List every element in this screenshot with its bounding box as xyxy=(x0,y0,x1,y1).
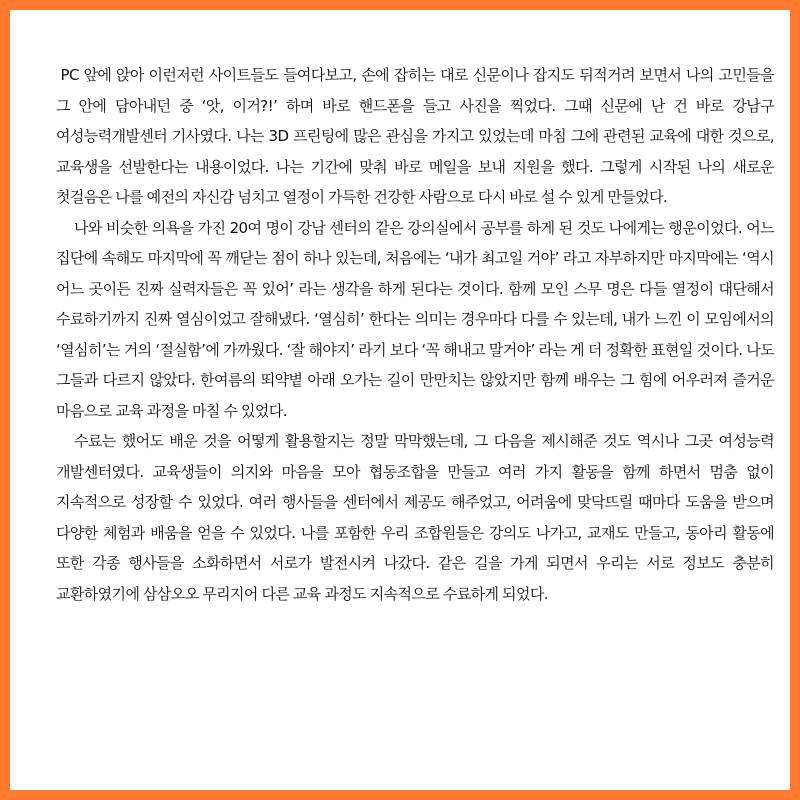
paragraph-1: PC 앞에 앉아 이런저런 사이트들도 들여다보고, 손에 잡히는 대로 신문이나 잡지도 뒤적거려 보면서 나의 고민들을 그 안에 담아내던 중 ‘앗, 이거?!’ 하며 바로 핸드폰을 들고 사진을 찍었다. 그때 신문에 난 건 바로 강남구 여성능력개발센터 기사였다. 나는 3D 프린팅에 많은 관심을 가지고 있었는데 마침 그에 관련된 교육에 대한 것으로, 교육생을 선발한다는 내용이었다. 나는 기간에 맞춰 바로 메일을 보내 지원을 했다. 그렇게 시작된 나의 새로운 첫걸음은 나를 예전의 자신감 넘치고 열정이 가득한 건강한 사람으로 다시 바로 설 수 있게 만들었다. xyxy=(56,66,774,206)
paragraph-2: 나와 비슷한 의욕을 가진 20여 명이 강남 센터의 같은 강의실에서 공부를 하게 된 것도 나에게는 행운이었다. 어느 집단에 속해도 마지막에 꼭 깨닫는 점이 하나 있는데, 처음에는 ‘내가 최고일 거야’ 라고 자부하지만 마지막에는 ‘역시 어느 곳이든 진짜 실력자들은 꼭 있어’ 라는 생각을 하게 된다는 것이다. 함께 모인 스무 명은 다들 열정이 대단해서 수료하기까지 진짜 열심이었고 잘해냈다. ‘열심히’ 한다는 의미는 경우마다 다를 수 있는데, 내가 느낀 이 모임에서의 ‘열심히’는 거의 ‘절실함’에 가까웠다. ‘잘 해야지’ 라기 보다 ‘꼭 해내고 말거야’ 라는 게 더 정확한 표현일 것이다. 나도 그들과 다르지 않았다. 한여름의 뙤약볕 아래 오가는 길이 만만치는 않았지만 함께 배우는 그 힘에 어우러져 즐거운 마음으로 교육 과정을 마칠 수 있었다. xyxy=(56,218,774,420)
paragraph-3: 수료는 했어도 배운 것을 어떻게 활용할지는 정말 막막했는데, 그 다음을 제시해준 것도 역시나 그곳 여성능력 개발센터였다. 교육생들이 의지와 마음을 모아 협동조합을 만들고 여러 가지 활동을 함께 하면서 멈춤 없이 지속적으로 성장할 수 있었다. 여러 행사들을 센터에서 제공도 해주었고, 어려움에 맞닥뜨릴 때마다 도움을 받으며 다양한 체험과 배움을 얻을 수 있었다. 나를 포함한 우리 조합원들은 강의도 나가고, 교재도 만들고, 동아리 활동에 또한 각종 행사들을 소화하면서 서로가 발전시켜 나갔다. 같은 길을 가게 되면서 우리는 서로 정보도 충분히 교환하였기에 삼삼오오 무리지어 다른 교육 과정도 지속적으로 수료하게 되었다. xyxy=(56,432,774,603)
essay-text-body xyxy=(56,60,774,609)
